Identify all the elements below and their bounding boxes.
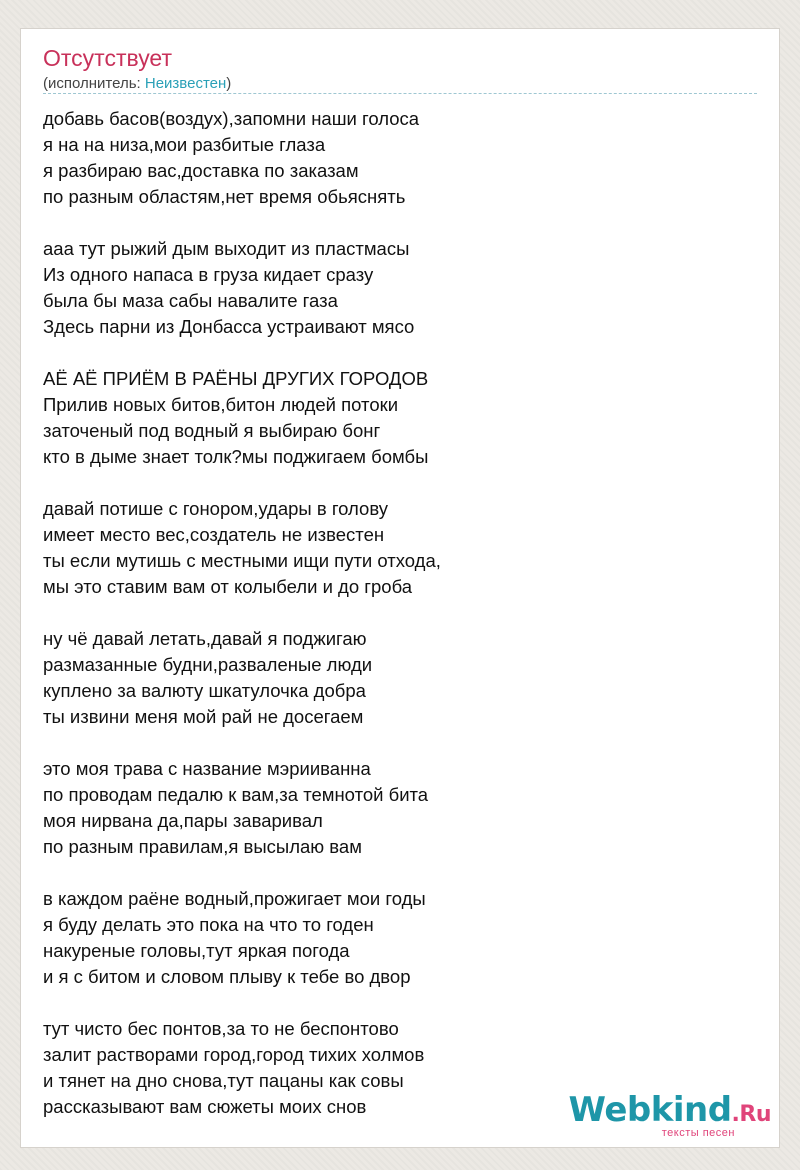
lyrics-line: и тянет на дно снова,тут пацаны как совы (43, 1070, 404, 1091)
lyrics-line: я разбираю вас,доставка по заказам (43, 160, 359, 181)
lyrics-line: по проводам педалю к вам,за темнотой бита (43, 784, 429, 805)
lyrics-line: Из одного напаса в груза кидает сразу (43, 264, 374, 285)
lyrics-stanza (43, 236, 743, 340)
lyrics-line: имеет место вес,создатель не известен (43, 524, 385, 545)
lyrics-stanza (43, 366, 743, 470)
lyrics-line: Прилив новых битов,битон людей потоки (43, 394, 399, 415)
lyrics-line: кто в дыме знает толк?мы поджигаем бомбы (43, 446, 429, 467)
logo-main-text: Webkind (568, 1090, 732, 1130)
lyrics-line: в каждом раёне водный,прожигает мои годы (43, 888, 426, 909)
lyrics-line: накуреные головы,тут яркая погода (43, 940, 350, 961)
lyrics-line: куплено за валюту шкатулочка добра (43, 680, 366, 701)
lyrics-line: ты если мутишь с местными ищи пути отхода, (43, 550, 441, 571)
lyrics-stanza (43, 496, 743, 600)
logo-domain-suffix: .Ru (731, 1102, 771, 1127)
lyrics-line: давай потише с гонором,удары в голову (43, 498, 389, 519)
lyrics-line: ааа тут рыжий дым выходит из пластмасы (43, 238, 410, 259)
lyrics-line: залит растворами город,город тихих холмов (43, 1044, 425, 1065)
lyrics-line: это моя трава с название мэрииванна (43, 758, 371, 779)
lyrics-line: была бы маза сабы навалите газа (43, 290, 338, 311)
lyrics-line: Здесь парни из Донбасса устраивают мясо (43, 316, 415, 337)
lyrics-line: и я с битом и словом плыву к тебе во двор (43, 966, 411, 987)
lyrics-line: АЁ АЁ ПРИЁМ В РАЁНЫ ДРУГИХ ГОРОДОВ (43, 368, 429, 389)
artist-prefix: (исполнитель: (43, 75, 145, 92)
artist-link[interactable]: Неизвестен (144, 75, 227, 92)
lyrics-stanza (43, 626, 743, 730)
lyrics-line: рассказывают вам сюжеты моих снов (43, 1096, 367, 1117)
song-title: Отсутствует (43, 45, 172, 71)
lyrics-line: я на на низа,мои разбитые глаза (43, 134, 326, 155)
site-logo[interactable] (569, 1092, 771, 1139)
lyrics-line: по разным областям,нет время обьяснять (43, 186, 406, 207)
lyrics-stanza (43, 756, 743, 860)
artist-suffix: ) (226, 75, 232, 92)
lyrics-line: по разным правилам,я высылаю вам (43, 836, 362, 857)
lyrics-line: моя нирвана да,пары заваривал (43, 810, 323, 831)
lyrics-line: мы это ставим вам от колыбели и до гроба (43, 576, 413, 597)
logo-tagline: тексты песен (661, 1127, 735, 1139)
lyrics-line: тут чисто бес понтов,за то не беспонтово (43, 1018, 399, 1039)
lyrics-line: я буду делать это пока на что то годен (43, 914, 374, 935)
lyrics-body (43, 106, 743, 1146)
lyrics-line: заточеный под водный я выбираю бонг (43, 420, 381, 441)
lyrics-line: добавь басов(воздух),запомни наши голоса (43, 108, 420, 129)
artist-line (43, 75, 231, 92)
lyrics-line: ну чё давай летать,давай я поджигаю (43, 628, 367, 649)
lyrics-stanza (43, 106, 743, 210)
lyrics-card (20, 28, 780, 1148)
lyrics-line: ты извини меня мой рай не досегаем (43, 706, 364, 727)
lyrics-stanza (43, 886, 743, 990)
title-divider (43, 93, 757, 94)
lyrics-line: размазанные будни,разваленые люди (43, 654, 373, 675)
